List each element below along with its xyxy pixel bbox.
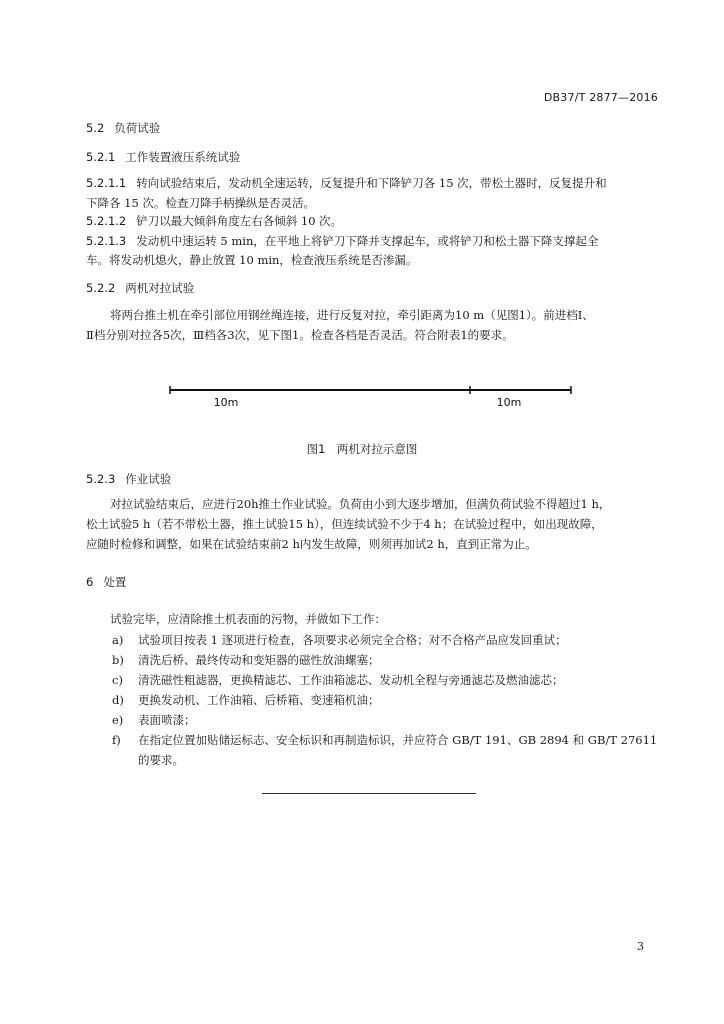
paragraph-5-2-3-line2: 松土试验5 h（若不带松土器，推土试验15 h），但连续试验不少于4 h；在试验过程中，如出现故障， bbox=[86, 517, 603, 531]
paragraph-5-2-3-line3: 应随时检修和调整，如果在试验结束前2 h内发生故障，则须再加试2 h，直到正常为止。 bbox=[86, 537, 537, 551]
end-rule bbox=[262, 793, 476, 794]
heading-number: 5.2 bbox=[86, 121, 105, 135]
paragraph-text: 铲刀以最大倾斜角度左右各倾斜 10 次。 bbox=[136, 214, 343, 228]
list-marker: c) bbox=[112, 673, 123, 687]
list-item-a bbox=[112, 630, 567, 651]
figure-1-diagram bbox=[0, 0, 724, 420]
list-item-f-continuation: 的要求。 bbox=[138, 753, 184, 767]
paragraph-5-2-1-3-line2: 车。将发动机熄火，静止放置 10 min，检查液压系统是否渗漏。 bbox=[86, 253, 418, 267]
clause-number: 5.2.1.1 bbox=[86, 176, 127, 190]
list-item-f bbox=[112, 730, 657, 751]
list-text: 更换发动机、工作油箱、后桥箱、变速箱机油； bbox=[138, 693, 380, 707]
list-text: 清洗磁性粗滤器，更换精滤芯、工作油箱滤芯、发动机全程与旁通滤芯及燃油滤芯； bbox=[138, 673, 564, 687]
list-marker: b) bbox=[112, 653, 124, 667]
list-text: 试验项目按表 1 逐项进行检查，各项要求必须完全合格；对不合格产品应发回重试； bbox=[138, 633, 567, 647]
clause-number: 5.2.1.2 bbox=[86, 214, 127, 228]
list-item-b bbox=[112, 650, 380, 671]
list-text: 清洗后桥、最终传动和变矩器的磁性放油螺塞； bbox=[138, 653, 380, 667]
heading-title: 处置 bbox=[103, 575, 127, 589]
list-marker: d) bbox=[112, 693, 124, 707]
paragraph-5-2-2-line2: Ⅱ档分别对拉各5次，Ⅲ档各3次，见下图1。检查各档是否灵活。符合附表1的要求。 bbox=[86, 328, 514, 342]
heading-6 bbox=[86, 574, 126, 590]
heading-number: 5.2.2 bbox=[86, 281, 116, 295]
page-number: 3 bbox=[637, 940, 644, 953]
heading-title: 两机对拉试验 bbox=[125, 281, 195, 295]
heading-number: 5.2.3 bbox=[86, 472, 116, 486]
standard-code: DB37/T 2877—2016 bbox=[543, 91, 658, 104]
distance-label-right: 10m bbox=[496, 396, 522, 409]
heading-5-2-3 bbox=[86, 471, 171, 487]
list-item-e bbox=[112, 710, 196, 731]
list-marker: f) bbox=[112, 733, 121, 747]
heading-title: 负荷试验 bbox=[114, 121, 161, 135]
heading-title: 工作装置液压系统试验 bbox=[125, 150, 241, 164]
list-item-d bbox=[112, 690, 380, 711]
paragraph-6-intro: 试验完毕，应清除推土机表面的污物，并做如下工作： bbox=[110, 612, 386, 626]
list-text: 表面喷漆； bbox=[138, 713, 196, 727]
heading-number: 6 bbox=[86, 575, 94, 589]
paragraph-5-2-3-line1: 对拉试验结束后，应进行20h推土作业试验。负荷由小到大逐步增加，但满负荷试验不得超过1 h， bbox=[110, 497, 611, 511]
heading-number: 5.2.1 bbox=[86, 150, 116, 164]
paragraph-text: 转向试验结束后，发动机全速运转，反复提升和下降铲刀各 15 次，带松土器时，反复提升和 bbox=[136, 176, 607, 190]
list-text: 在指定位置加贴储运标志、安全标识和再制造标识，并应符合 GB/T 191、GB 2894 和 GB/T 27611 bbox=[138, 733, 658, 747]
paragraph-5-2-1-1-line2: 下降各 15 次。检查刀降手柄操纵是否灵活。 bbox=[86, 196, 315, 210]
distance-label-left: 10m bbox=[213, 396, 239, 409]
figure-caption: 图1 两机对拉示意图 bbox=[306, 442, 418, 456]
list-marker: e) bbox=[112, 713, 124, 727]
heading-title: 作业试验 bbox=[125, 472, 172, 486]
list-marker: a) bbox=[112, 633, 124, 647]
clause-number: 5.2.1.3 bbox=[86, 234, 127, 248]
list-item-c bbox=[112, 670, 564, 691]
paragraph-5-2-2-line1: 将两台推土机在牵引部位用钢丝绳连接，进行反复对拉，牵引距离为10 m（见图1）。前进档Ⅰ、 bbox=[110, 308, 594, 322]
paragraph-text: 发动机中速运转 5 min，在平地上将铲刀下降并支撑起车，或将铲刀和松土器下降支撑起全 bbox=[136, 234, 599, 248]
